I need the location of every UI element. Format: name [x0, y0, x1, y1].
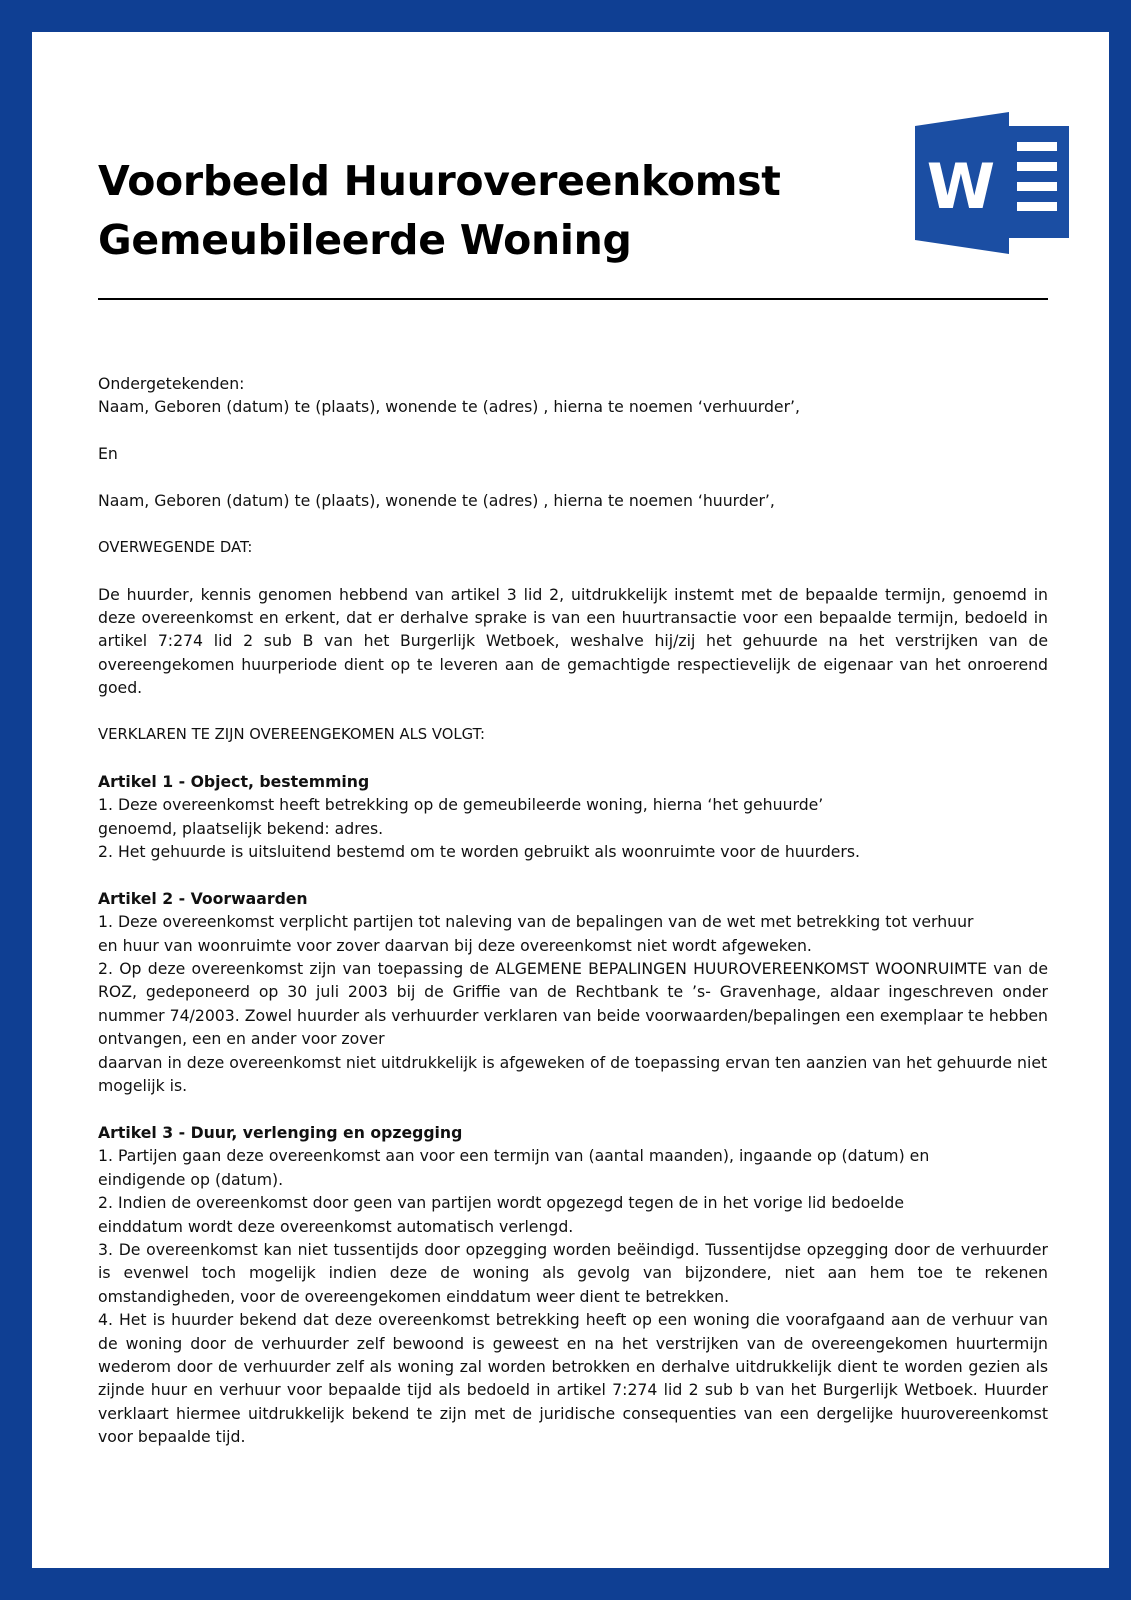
title-line-2: Gemeubileerde Woning [98, 216, 632, 264]
party-tenant: Naam, Geboren (datum) te (plaats), wonende te (adres) , hierna te noemen ‘huurder’, [98, 491, 775, 510]
article-2-clause-1-cont: en huur van woonruimte voor zover daarvan bij deze overeenkomst niet wordt afgeweken. [98, 935, 812, 955]
article-3-clause-1-cont: eindigende op (datum). [98, 1169, 284, 1189]
document-body [98, 372, 1048, 1449]
document-title [98, 152, 858, 270]
article-1-heading: Artikel 1 - Object, bestemming [98, 771, 370, 791]
article-3-heading: Artikel 3 - Duur, verlenging en opzegging [98, 1122, 463, 1142]
word-icon-letter: W [926, 150, 996, 223]
word-icon [915, 112, 1075, 254]
parties-and: En [98, 444, 118, 464]
title-line-1: Voorbeeld Huurovereenkomst [98, 157, 781, 205]
considering-heading: OVERWEGENDE DAT: [98, 538, 253, 556]
article-2-clause-2: 2. Op deze overeenkomst zijn van toepassing de ALGEMENE BEPALINGEN HUUROVEREENKOMST WOONRUIMTE van de ROZ, gedeponeerd op 30 juli 2003 bij de Griffie van de Rechtbank te ’s- Gravenhage, aldaar ingeschreven onder nummer 74/2003. Zowel huurder als verhuurder verklaren van beide voorwaarden/bepalingen een exemplaar te hebben ontvangen, een en ander voor zover [98, 959, 1048, 1049]
parties-intro: Ondergetekenden: [98, 374, 245, 393]
document-page [32, 32, 1109, 1568]
considering-paragraph: De huurder, kennis genomen hebbend van artikel 3 lid 2, uitdrukkelijk instemt met de bepaalde termijn, genoemd in deze overeenkomst en erkent, dat er derhalve sprake is van een huurtransactie voor een bepaalde termijn, bedoeld in artikel 7:274 lid 2 sub B van het Burgerlijk Wetboek, weshalve hij/zij het gehuurde na het verstrijken van de overeengekomen huurperiode dient op te leveren aan de gemachtigde respectievelijk de eigenaar van het onroerend goed. [98, 584, 1048, 698]
article-2-clause-1: 1. Deze overeenkomst verplicht partijen tot naleving van de bepalingen van de wet met betrekking tot verhuur [98, 912, 974, 932]
article-3-clause-3: 3. De overeenkomst kan niet tussentijds door opzegging worden beëindigd. Tussentijdse opzegging door de verhuurder is evenwel toch mogelijk indien deze de woning als gevolg van bijzondere, niet aan hem toe te rekenen omstandigheden, voor de overeengekomen einddatum weer dient te betrekken. [98, 1239, 1048, 1306]
article-2-heading: Artikel 2 - Voorwaarden [98, 888, 308, 908]
article-3-clause-2-cont: einddatum wordt deze overeenkomst automatisch verlengd. [98, 1216, 574, 1236]
article-1-clause-2: 2. Het gehuurde is uitsluitend bestemd om te worden gebruikt als woonruimte voor de huurders. [98, 842, 861, 862]
article-3-clause-1: 1. Partijen gaan deze overeenkomst aan voor een termijn van (aantal maanden), ingaande op (datum) en [98, 1146, 930, 1166]
title-divider [98, 298, 1048, 300]
article-2-clause-2-cont: daarvan in deze overeenkomst niet uitdrukkelijk is afgeweken of de toepassing ervan ten aanzien van het gehuurde niet mogelijk is. [98, 1052, 1048, 1096]
article-3-clause-2: 2. Indien de overeenkomst door geen van partijen wordt opgezegd tegen de in het vorige lid bedoelde [98, 1193, 905, 1213]
article-1-clause-1-cont: genoemd, plaatselijk bekend: adres. [98, 818, 384, 838]
article-1-clause-1: 1. Deze overeenkomst heeft betrekking op de gemeubileerde woning, hierna ‘het gehuurde’ [98, 795, 824, 815]
party-landlord: Naam, Geboren (datum) te (plaats), wonende te (adres) , hierna te noemen ‘verhuurder’, [98, 397, 800, 417]
article-3-clause-4: 4. Het is huurder bekend dat deze overeenkomst betrekking heeft op een woning die voorafgaand aan de verhuur van de woning door de verhuurder zelf bewoond is geweest en na het verstrijken van de overeengekomen huurtermijn wederom door de verhuurder zelf als woning zal worden betrokken en derhalve uitdrukkelijk dient te worden gezien als zijnde huur en verhuur voor bepaalde tijd als bedoeld in artikel 7:274 lid 2 sub b van het Burgerlijk Wetboek. Huurder verklaart hiermee uitdrukkelijk bekend te zijn met de juridische consequenties van een dergelijke huurovereenkomst voor bepaalde tijd. [98, 1310, 1048, 1447]
agreement-heading: VERKLAREN TE ZIJN OVEREENGEKOMEN ALS VOLGT: [98, 726, 485, 744]
